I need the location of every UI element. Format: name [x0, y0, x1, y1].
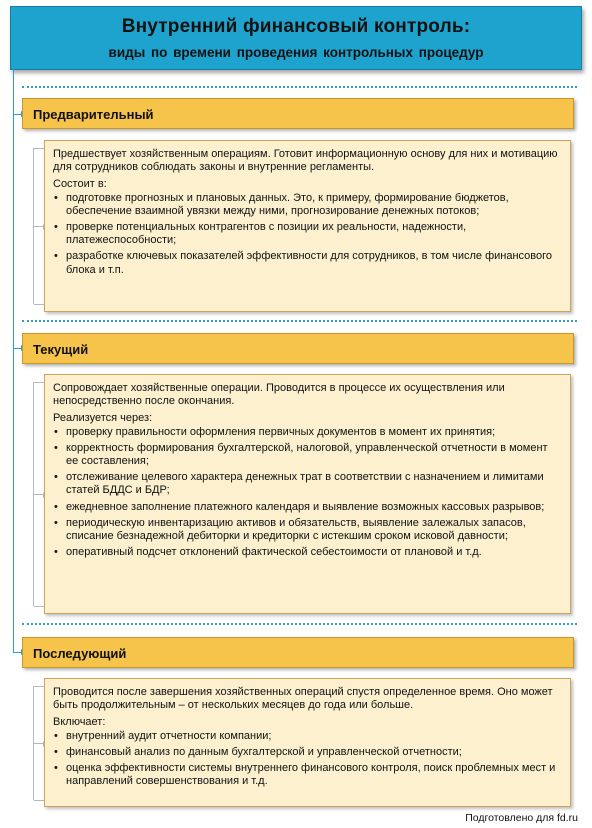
- list-item: • финансовый анализ по данным бухгалтерской и управленческой отчетности;: [53, 746, 562, 759]
- timeline-connector: [13, 68, 14, 653]
- bracket-connector: [33, 686, 44, 800]
- section-list: [53, 192, 562, 277]
- list-title: Состоит в:: [53, 178, 107, 191]
- dotted-separator: [22, 86, 577, 88]
- list-item: • разработке ключевых показателей эффективности для сотрудников, в том числе финансового блока и т.п.: [53, 250, 562, 276]
- list-item: • проверке потенциальных контрагентов с позиции их реальности, надежности, платежеспособности;: [53, 221, 562, 247]
- list-item: • внутренний аудит отчетности компании;: [53, 730, 562, 743]
- section-list: [53, 730, 562, 789]
- list-title: Реализуется через:: [53, 412, 153, 425]
- arrow-icon: [14, 348, 22, 349]
- list-item: • подготовке прогнозных и плановых данных. Это, к примеру, формирование бюджетов, обеспечение взаимной увязки между ними, прогнозирование денежных потоков;: [53, 192, 562, 218]
- bracket-connector: [33, 382, 44, 606]
- list-item: • оперативный подсчет отклонений фактической себестоимости от плановой и т.д.: [53, 546, 562, 559]
- section-content-subsequent: [44, 678, 571, 807]
- section-description: Предшествует хозяйственным операциям. Готовит информационную основу для них и мотивацию для сотрудников соблюдать законы и внутренние регламенты.: [53, 148, 558, 174]
- list-item: • корректность формирования бухгалтерской, налоговой, управленческой отчетности в момент ее составления;: [53, 442, 562, 468]
- list-item: • оценка эффективности системы внутреннего финансового контроля, поиск проблемных мест и направлений совершенствования и т.д.: [53, 762, 562, 788]
- arrow-icon: [14, 652, 22, 653]
- section-content-current: [44, 374, 571, 614]
- section-header-subsequent: Последующий: [22, 637, 574, 668]
- section-description: Сопровождает хозяйственные операции. Проводится в процессе их осуществления или непосредственно после окончания.: [53, 382, 505, 408]
- arrow-icon: [14, 114, 22, 115]
- diagram-title: Внутренний финансовый контроль:: [121, 16, 471, 37]
- section-description: Проводится после завершения хозяйственных операций спустя определенное время. Оно может быть продолжительным – от нескольких месяцев до года или больше.: [53, 686, 553, 712]
- list-title: Включает:: [53, 716, 106, 729]
- footer-credit: Подготовлено для fd.ru: [465, 812, 578, 824]
- diagram-subtitle: виды по времени проведения контрольных процедур: [108, 45, 484, 60]
- section-header-current: Текущий: [22, 333, 574, 364]
- list-item: • периодическую инвентаризацию активов и обязательств, выявление залежалых запасов, списание безнадежной дебиторки и кредиторки с истекшим сроком исковой давности;: [53, 517, 562, 543]
- dotted-separator: [22, 320, 577, 322]
- list-item: • ежедневное заполнение платежного календаря и выявление возможных кассовых разрывов;: [53, 501, 562, 514]
- section-list: [53, 426, 562, 560]
- list-item: • проверку правильности оформления первичных документов в момент их принятия;: [53, 426, 562, 439]
- dotted-separator: [22, 623, 577, 625]
- bracket-connector: [33, 148, 44, 304]
- list-item: • отслеживание целевого характера денежных трат в соответствии с назначением и лимитами статей БДДС и БДР;: [53, 471, 562, 497]
- section-header-preliminary: Предварительный: [22, 98, 574, 129]
- diagram-title-box: [10, 6, 582, 70]
- section-content-preliminary: [44, 140, 571, 312]
